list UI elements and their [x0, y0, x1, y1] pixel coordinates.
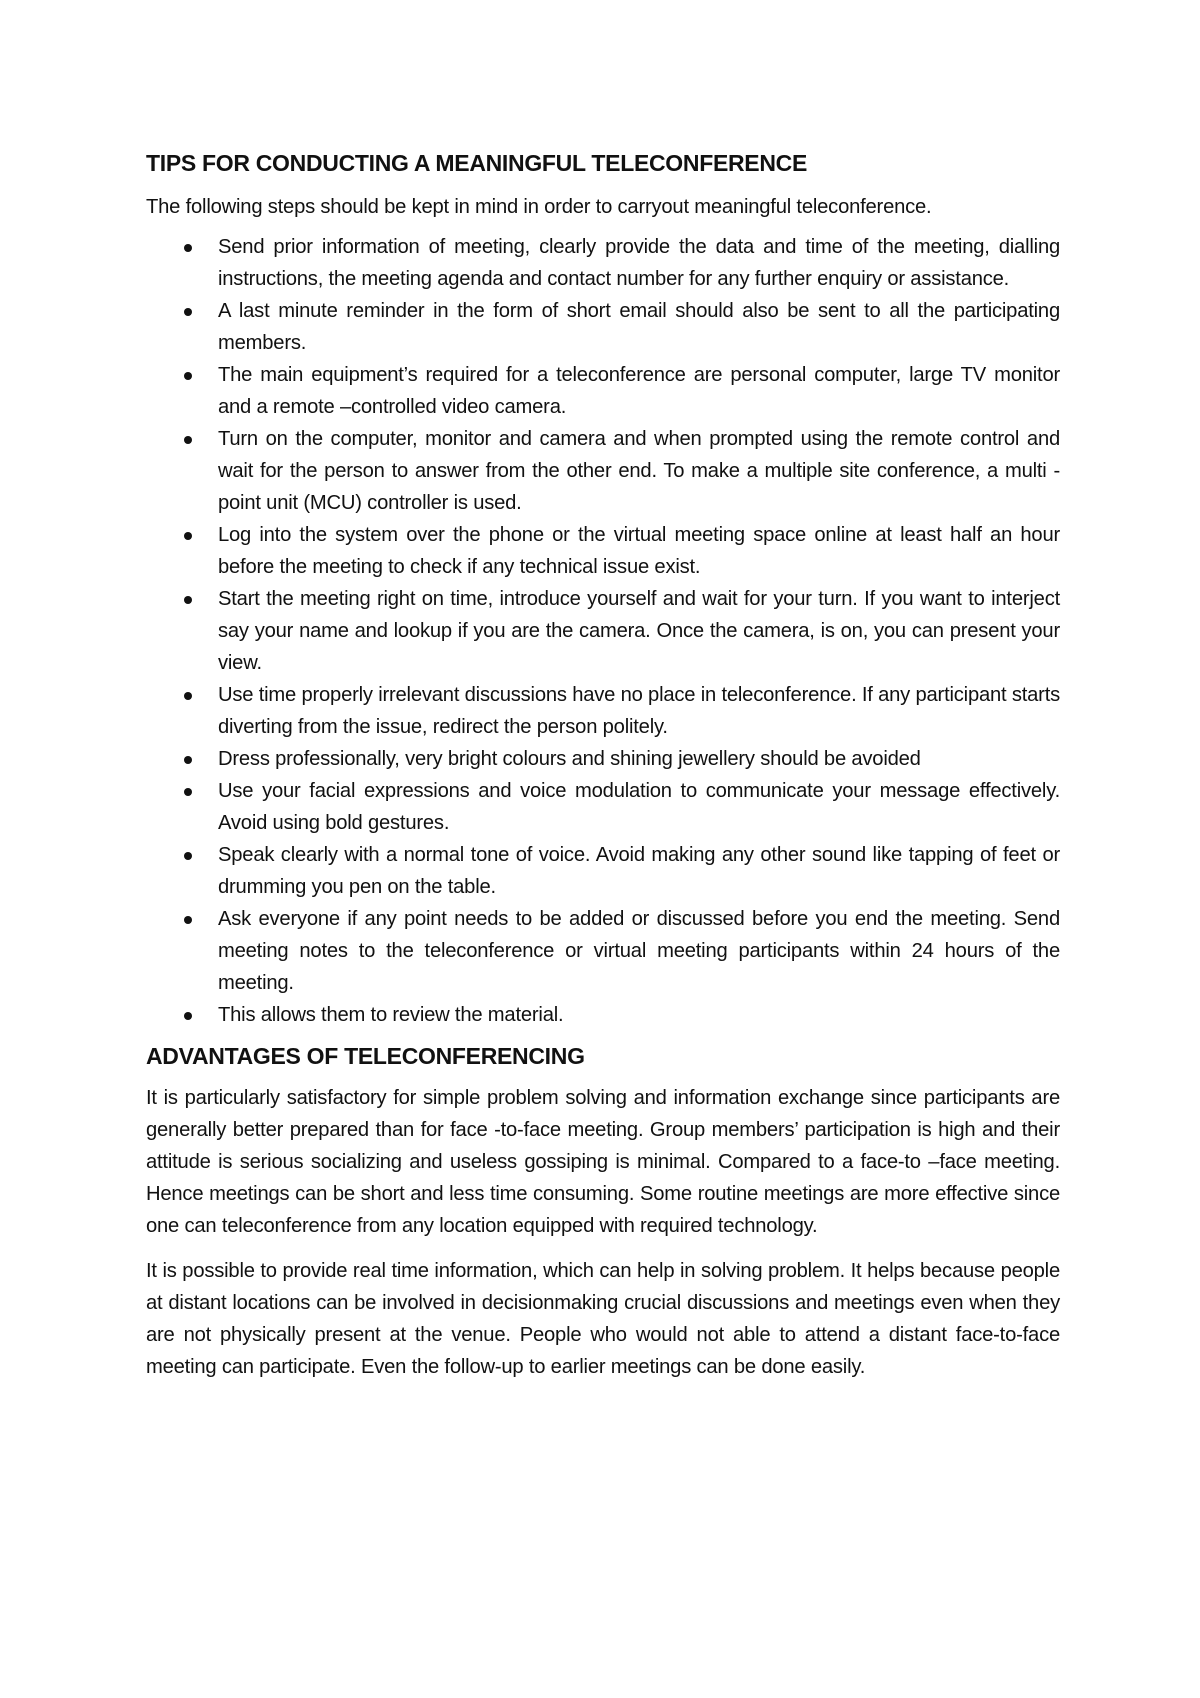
list-item-text: Speak clearly with a normal tone of voice. Avoid making any other sound like tapping of feet or drumming you pen on the table.: [218, 844, 1060, 898]
advantages-paragraph: It is possible to provide real time information, which can help in solving problem. It helps because people at distant locations can be involved in decisionmaking crucial discussions and meetings even when they are not physically present at the venue. People who would not able to attend a distant face-to-face meeting can participate. Even the follow-up to earlier meetings can be done easily.: [146, 1260, 1060, 1378]
list-item-text: Use your facial expressions and voice modulation to communicate your message effectively. Avoid using bold gestures.: [218, 780, 1060, 834]
list-item: [146, 743, 1060, 775]
bullet-icon: [184, 756, 192, 764]
section-heading-advantages: ADVANTAGES OF TELECONFERENCING: [146, 1043, 585, 1069]
list-item: [146, 903, 1060, 999]
list-item: [146, 359, 1060, 423]
list-item-text: The main equipment’s required for a teleconference are personal computer, large TV monitor and a remote –controlled video camera.: [218, 364, 1060, 418]
list-item: [146, 423, 1060, 519]
bullet-icon: [184, 372, 192, 380]
bullet-icon: [184, 788, 192, 796]
bullet-icon: [184, 916, 192, 924]
bullet-icon: [184, 852, 192, 860]
list-item: [146, 295, 1060, 359]
list-item-text: Dress professionally, very bright colours and shining jewellery should be avoided: [218, 748, 921, 770]
bullet-icon: [184, 692, 192, 700]
list-item: [146, 519, 1060, 583]
bullet-icon: [184, 532, 192, 540]
list-item: [146, 231, 1060, 295]
tips-list: [146, 231, 1060, 1031]
bullet-icon: [184, 596, 192, 604]
list-item-text: Use time properly irrelevant discussions have no place in teleconference. If any participant starts diverting from the issue, redirect the person politely.: [218, 684, 1060, 738]
bullet-icon: [184, 244, 192, 252]
list-item: [146, 679, 1060, 743]
section-heading-tips: TIPS FOR CONDUCTING A MEANINGFUL TELECONFERENCE: [146, 150, 807, 176]
list-item: [146, 999, 1060, 1031]
bullet-icon: [184, 1012, 192, 1020]
list-item-text: Log into the system over the phone or the virtual meeting space online at least half an hour before the meeting to check if any technical issue exist.: [218, 524, 1060, 578]
advantages-paragraph: It is particularly satisfactory for simple problem solving and information exchange since participants are generally better prepared than for face -to-face meeting. Group members’ participation is high and their attitude is serious socializing and useless gossiping is minimal. Compared to a face-to –face meeting. Hence meetings can be short and less time consuming. Some routine meetings are more effective since one can teleconference from any location equipped with required technology.: [146, 1087, 1060, 1237]
list-item-text: A last minute reminder in the form of short email should also be sent to all the participating members.: [218, 300, 1060, 354]
bullet-icon: [184, 308, 192, 316]
bullet-icon: [184, 436, 192, 444]
list-item-text: Start the meeting right on time, introduce yourself and wait for your turn. If you want to interject say your name and lookup if you are the camera. Once the camera, is on, you can present your view.: [218, 588, 1060, 674]
list-item-text: Send prior information of meeting, clearly provide the data and time of the meeting, dialling instructions, the meeting agenda and contact number for any further enquiry or assistance.: [218, 236, 1060, 290]
list-item: [146, 839, 1060, 903]
list-item: [146, 583, 1060, 679]
list-item-text: Turn on the computer, monitor and camera and when prompted using the remote control and wait for the person to answer from the other end. To make a multiple site conference, a multi -point unit (MCU) controller is used.: [218, 428, 1060, 514]
list-item: [146, 775, 1060, 839]
list-item-text: This allows them to review the material.: [218, 1004, 564, 1026]
intro-paragraph: The following steps should be kept in mind in order to carryout meaningful teleconference.: [146, 196, 932, 218]
list-item-text: Ask everyone if any point needs to be added or discussed before you end the meeting. Send meeting notes to the teleconference or virtual meeting participants within 24 hours of the meeting.: [218, 908, 1060, 994]
document-page: [146, 148, 1060, 1396]
